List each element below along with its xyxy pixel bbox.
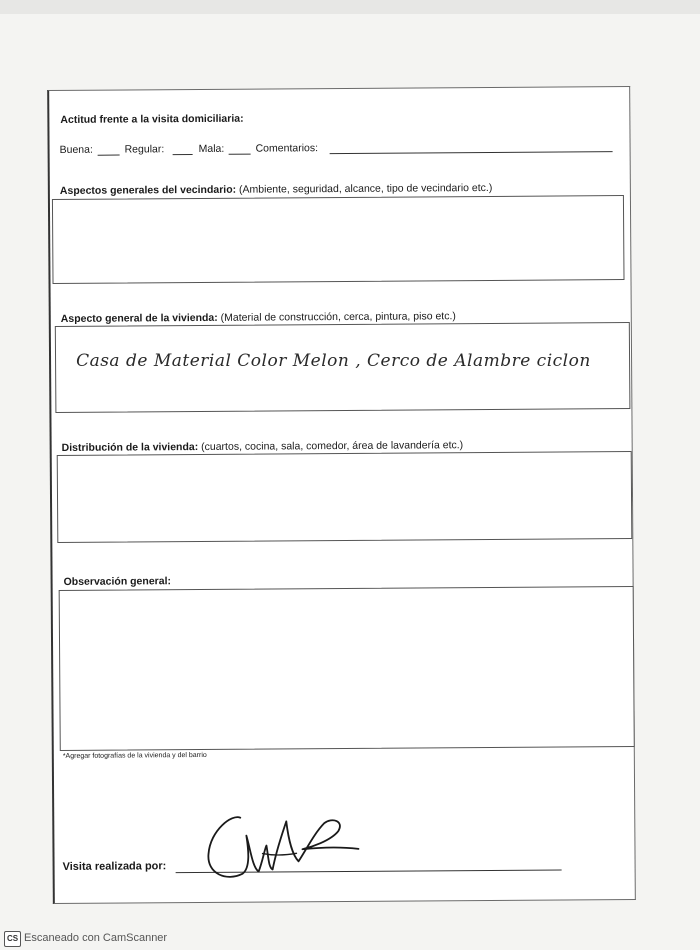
dwelling-title: Aspecto general de la vivienda: (60, 311, 218, 325)
form-page (47, 86, 636, 904)
dwelling-box[interactable] (55, 322, 631, 413)
neighborhood-title: Aspectos generales del vecindario: (59, 183, 237, 197)
option-regular-label: Regular: (124, 143, 165, 156)
scan-top-edge (0, 0, 700, 14)
camscanner-watermark: Escaneado con CamScanner (24, 932, 168, 944)
signature-icon (202, 809, 363, 890)
option-good-label: Buena: (59, 143, 93, 156)
option-bad-label: Mala: (198, 142, 225, 155)
option-good-blank[interactable] (98, 155, 120, 156)
neighborhood-box[interactable] (52, 195, 625, 284)
option-bad-blank[interactable] (229, 154, 251, 155)
dwelling-handwritten-answer: Casa de Material Color Melon , Cerco de Alambre ciclon (76, 351, 591, 372)
distribution-title: Distribución de la vivienda: (61, 440, 199, 454)
comments-line[interactable] (330, 151, 613, 154)
camscanner-logo-icon: CS (4, 931, 21, 947)
visited-by-label: Visita realizada por: (62, 860, 167, 873)
distribution-box[interactable] (57, 451, 633, 543)
neighborhood-hint: (Ambiente, seguridad, alcance, tipo de vecindario etc.) (238, 181, 493, 196)
option-regular-blank[interactable] (173, 154, 193, 155)
dwelling-hint: (Material de construcción, cerca, pintura, piso etc.) (220, 310, 456, 324)
distribution-hint: (cuartos, cocina, sala, comedor, área de lavandería etc.) (201, 439, 464, 453)
attitude-title: Actitud frente a la visita domiciliaria: (60, 112, 244, 126)
neighborhood-heading (60, 182, 493, 197)
observation-title: Observación general: (63, 575, 172, 588)
observation-box[interactable] (59, 586, 635, 751)
photo-note: *Agregar fotografías de la vivienda y del barrio (62, 751, 207, 760)
comments-label: Comentarios: (255, 142, 319, 155)
